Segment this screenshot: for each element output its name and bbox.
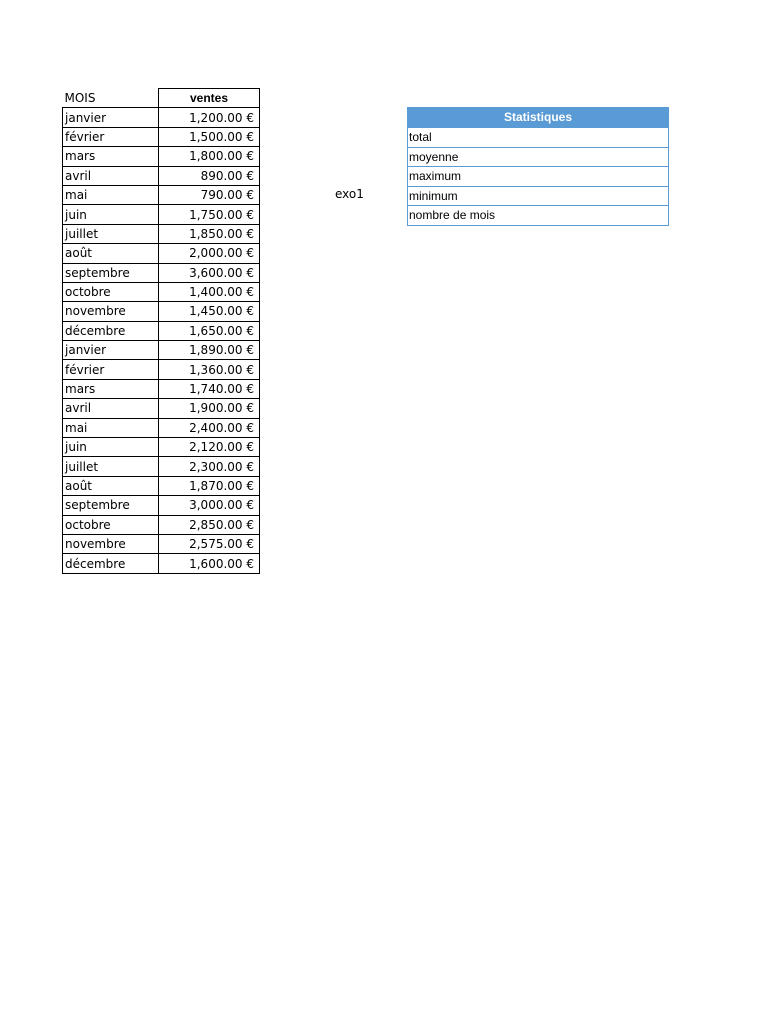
sales-value-cell[interactable]: 2,300.00 €	[159, 457, 260, 476]
table-row	[63, 185, 260, 204]
sales-value-cell[interactable]: 1,400.00 €	[159, 282, 260, 301]
table-row	[63, 127, 260, 146]
table-row	[63, 534, 260, 553]
month-cell[interactable]: février	[63, 360, 159, 379]
month-cell[interactable]: novembre	[63, 302, 159, 321]
table-row	[63, 263, 260, 282]
table-row	[63, 476, 260, 495]
table-row	[63, 379, 260, 398]
month-cell[interactable]: septembre	[63, 263, 159, 282]
sales-value-cell[interactable]: 2,400.00 €	[159, 418, 260, 437]
sales-value-cell[interactable]: 2,575.00 €	[159, 534, 260, 553]
month-cell[interactable]: octobre	[63, 282, 159, 301]
statistics-table	[407, 107, 669, 226]
table-row	[63, 282, 260, 301]
month-cell[interactable]: janvier	[63, 341, 159, 360]
month-cell[interactable]: juillet	[63, 224, 159, 243]
sales-value-cell[interactable]: 1,450.00 €	[159, 302, 260, 321]
ventes-column-header: ventes	[159, 89, 260, 108]
table-row	[63, 108, 260, 127]
statistic-label-cell[interactable]: moyenne	[408, 147, 669, 167]
month-cell[interactable]: janvier	[63, 108, 159, 127]
table-row	[63, 438, 260, 457]
table-row	[63, 321, 260, 340]
sales-table-body	[63, 108, 260, 573]
sales-header-row	[63, 89, 260, 108]
table-row	[63, 554, 260, 573]
table-row	[63, 302, 260, 321]
table-row	[63, 496, 260, 515]
table-row	[63, 147, 260, 166]
sales-value-cell[interactable]: 3,000.00 €	[159, 496, 260, 515]
table-row	[63, 244, 260, 263]
statistics-header-row	[408, 108, 669, 128]
sales-value-cell[interactable]: 2,000.00 €	[159, 244, 260, 263]
month-cell[interactable]: novembre	[63, 534, 159, 553]
month-cell[interactable]: avril	[63, 399, 159, 418]
sales-value-cell[interactable]: 1,600.00 €	[159, 554, 260, 573]
month-cell[interactable]: juin	[63, 205, 159, 224]
sales-value-cell[interactable]: 1,500.00 €	[159, 127, 260, 146]
sales-table	[62, 88, 260, 574]
table-row	[63, 515, 260, 534]
statistics-row	[408, 206, 669, 226]
month-cell[interactable]: février	[63, 127, 159, 146]
month-cell[interactable]: mars	[63, 147, 159, 166]
sales-value-cell[interactable]: 1,750.00 €	[159, 205, 260, 224]
mois-column-header: MOIS	[63, 89, 159, 108]
statistics-title: Statistiques	[408, 108, 669, 128]
sales-value-cell[interactable]: 1,850.00 €	[159, 224, 260, 243]
statistics-table-body	[408, 128, 669, 226]
sales-value-cell[interactable]: 1,200.00 €	[159, 108, 260, 127]
sales-value-cell[interactable]: 1,740.00 €	[159, 379, 260, 398]
month-cell[interactable]: août	[63, 476, 159, 495]
table-row	[63, 224, 260, 243]
table-row	[63, 457, 260, 476]
month-cell[interactable]: avril	[63, 166, 159, 185]
month-cell[interactable]: mai	[63, 418, 159, 437]
sales-value-cell[interactable]: 890.00 €	[159, 166, 260, 185]
statistic-label-cell[interactable]: minimum	[408, 186, 669, 206]
sales-value-cell[interactable]: 1,360.00 €	[159, 360, 260, 379]
statistics-row	[408, 167, 669, 187]
statistic-label-cell[interactable]: total	[408, 128, 669, 148]
sales-value-cell[interactable]: 1,900.00 €	[159, 399, 260, 418]
table-row	[63, 418, 260, 437]
sales-value-cell[interactable]: 3,600.00 €	[159, 263, 260, 282]
statistics-row	[408, 186, 669, 206]
statistics-row	[408, 128, 669, 148]
table-row	[63, 360, 260, 379]
month-cell[interactable]: juin	[63, 438, 159, 457]
statistic-label-cell[interactable]: maximum	[408, 167, 669, 187]
month-cell[interactable]: juillet	[63, 457, 159, 476]
month-cell[interactable]: décembre	[63, 321, 159, 340]
statistic-label-cell[interactable]: nombre de mois	[408, 206, 669, 226]
month-cell[interactable]: mars	[63, 379, 159, 398]
sales-value-cell[interactable]: 2,850.00 €	[159, 515, 260, 534]
table-row	[63, 205, 260, 224]
sales-value-cell[interactable]: 1,650.00 €	[159, 321, 260, 340]
month-cell[interactable]: mai	[63, 185, 159, 204]
month-cell[interactable]: septembre	[63, 496, 159, 515]
sales-value-cell[interactable]: 790.00 €	[159, 185, 260, 204]
month-cell[interactable]: décembre	[63, 554, 159, 573]
sales-value-cell[interactable]: 1,800.00 €	[159, 147, 260, 166]
statistics-row	[408, 147, 669, 167]
sales-value-cell[interactable]: 1,890.00 €	[159, 341, 260, 360]
exo-label: exo1	[335, 187, 364, 201]
month-cell[interactable]: octobre	[63, 515, 159, 534]
table-row	[63, 341, 260, 360]
month-cell[interactable]: août	[63, 244, 159, 263]
sales-value-cell[interactable]: 2,120.00 €	[159, 438, 260, 457]
table-row	[63, 399, 260, 418]
table-row	[63, 166, 260, 185]
sales-value-cell[interactable]: 1,870.00 €	[159, 476, 260, 495]
